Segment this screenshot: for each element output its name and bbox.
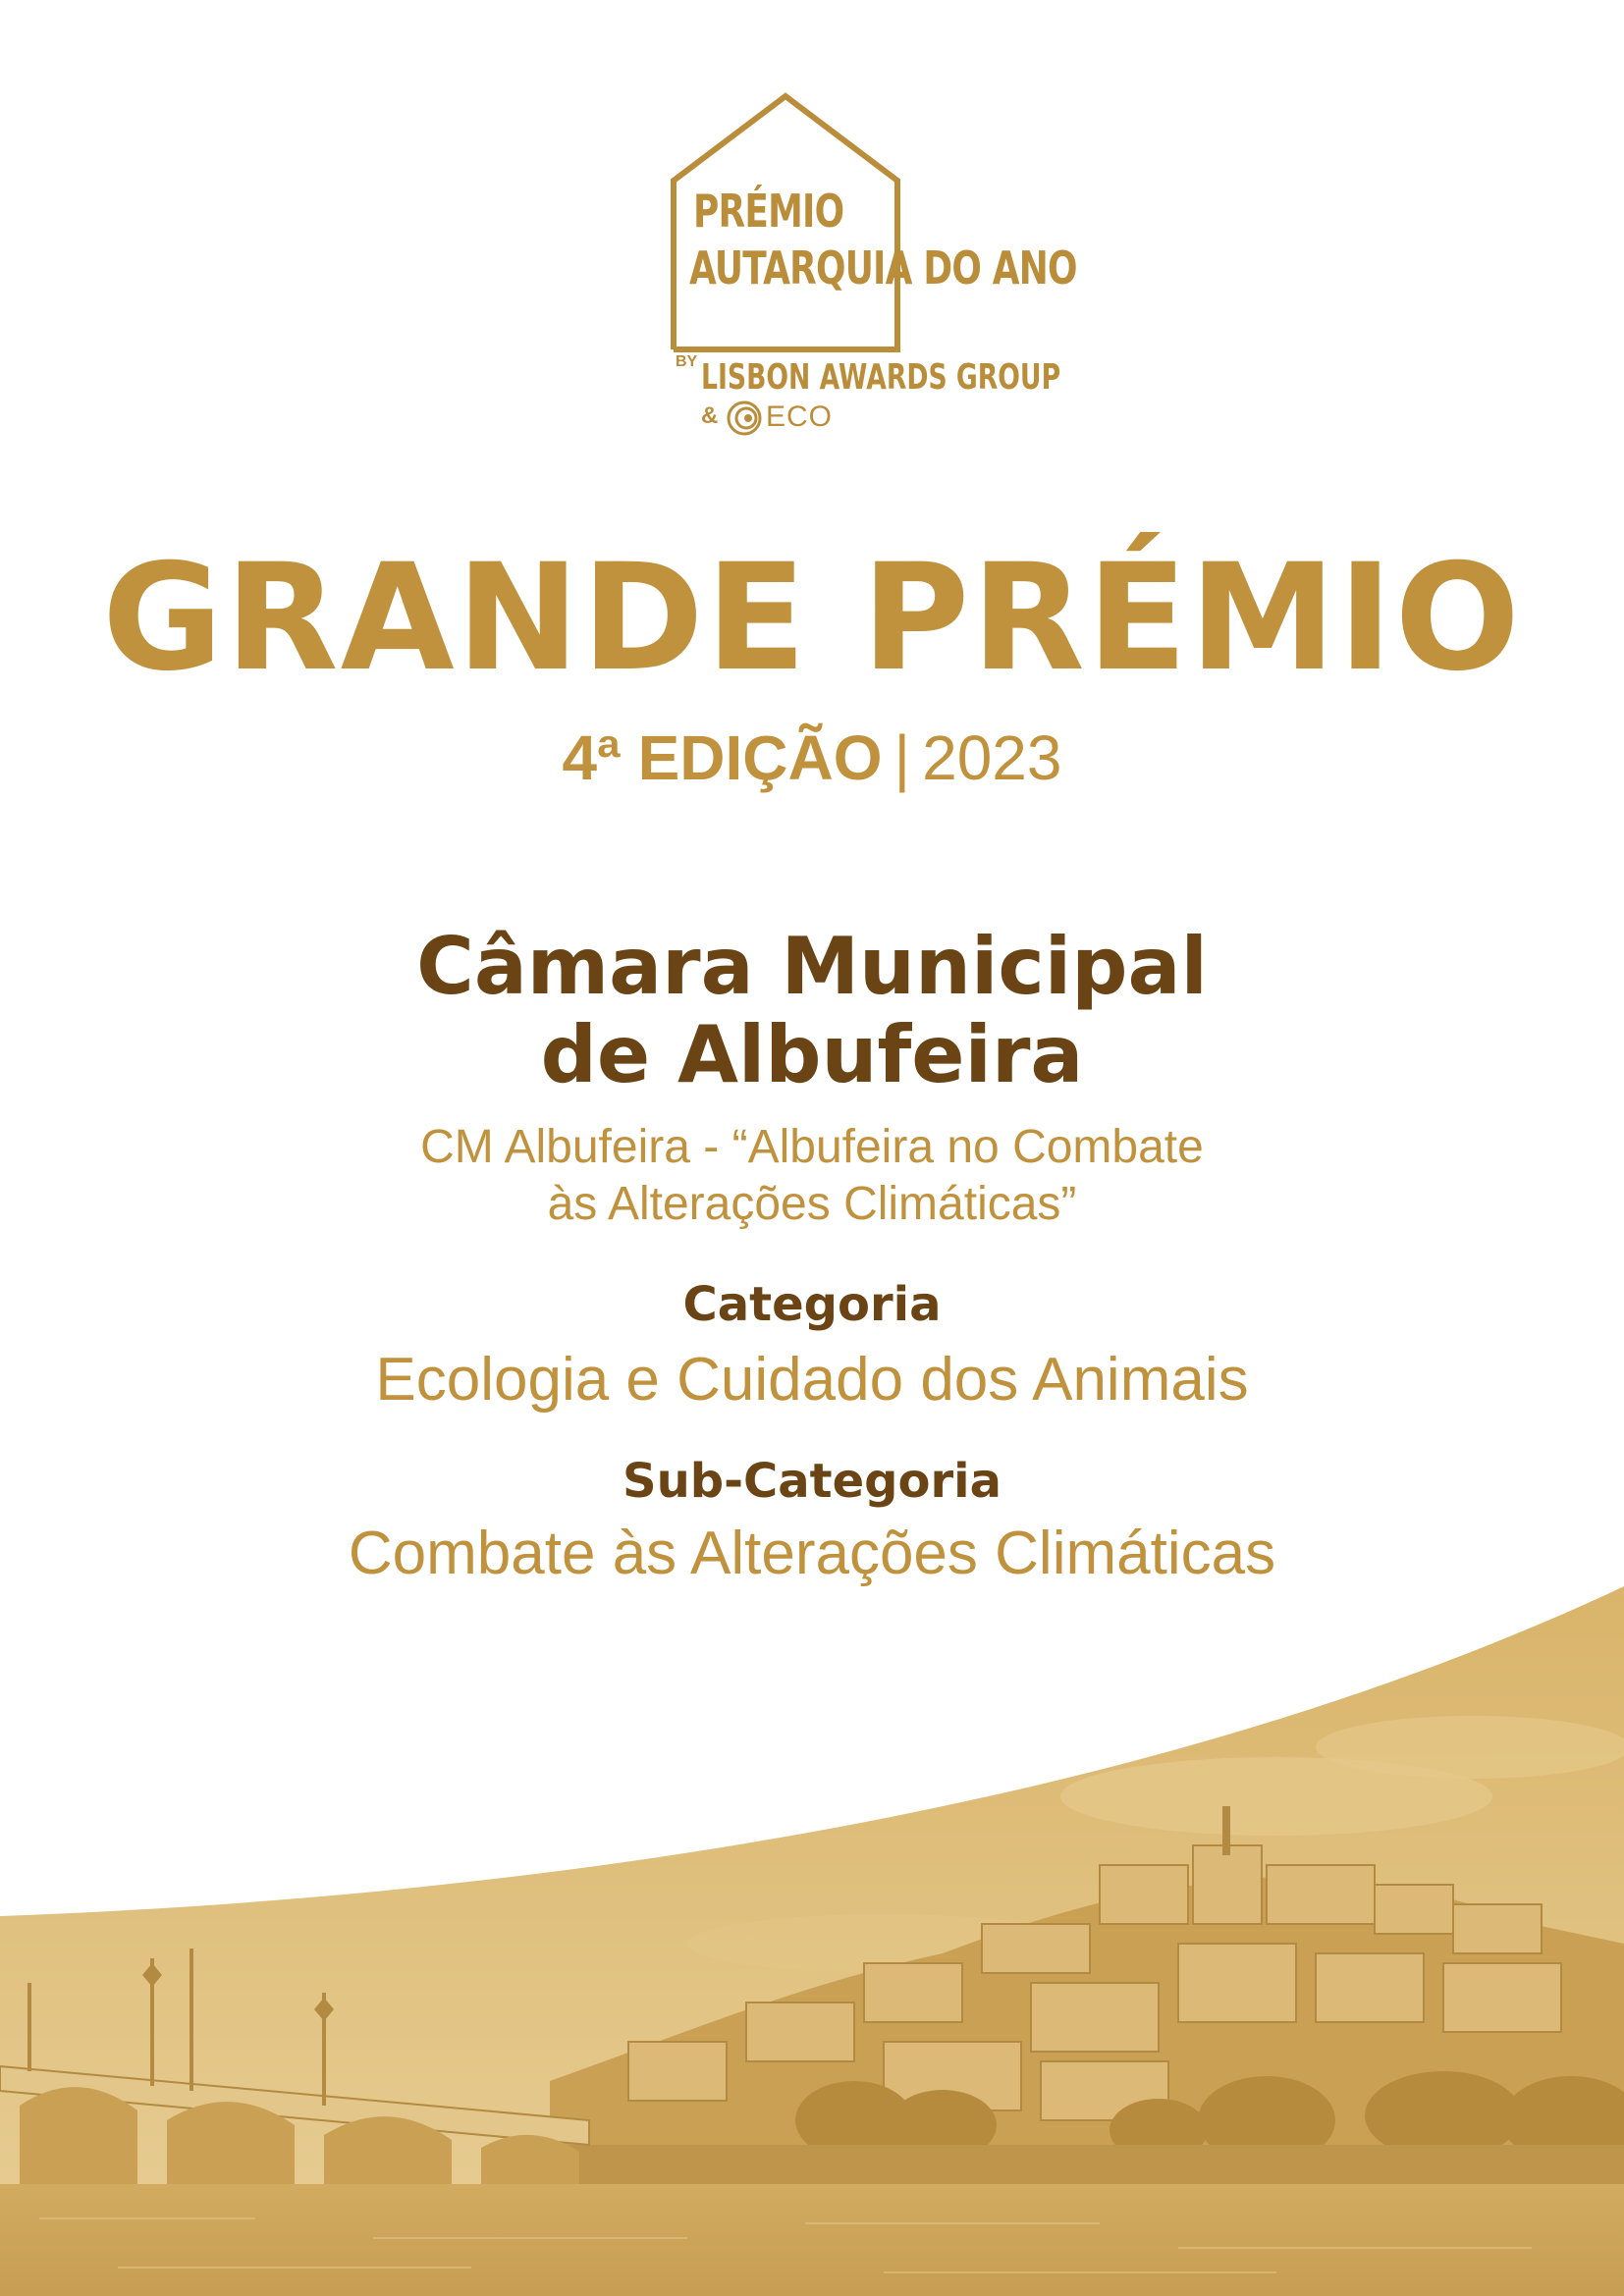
- logo-ampersand: &: [701, 402, 719, 429]
- logo-group-name: LISBON AWARDS GROUP: [701, 357, 1061, 398]
- subcategory-value: Combate às Alterações Climáticas: [348, 1520, 1276, 1587]
- edition-label: 4ª EDIÇÃO: [562, 722, 883, 793]
- project-title-line1: CM Albufeira - “Albufeira no Combate: [420, 1121, 1204, 1173]
- city-panorama-illustration: [0, 1571, 1624, 2296]
- project-title-line2: às Alterações Climáticas”: [547, 1178, 1077, 1230]
- logo-partner-eco: ECO: [766, 400, 834, 433]
- edition-line: [0, 722, 1624, 793]
- award-title: GRANDE PRÉMIO: [102, 533, 1522, 704]
- award-logo: [648, 86, 1077, 459]
- logo-by: BY: [676, 353, 698, 370]
- winner-name-line1: Câmara Municipal: [416, 921, 1208, 1012]
- eco-swirl-icon: [725, 399, 764, 438]
- winner-name-line2: de Albufeira: [540, 1009, 1084, 1100]
- edition-separator: |: [893, 722, 911, 793]
- logo-line-autarquia: AUTARQUIA DO ANO: [689, 241, 1077, 294]
- logo-line-premio: PRÉMIO: [693, 185, 844, 238]
- project-title: [0, 1119, 1624, 1233]
- category-label: Categoria: [682, 1277, 942, 1332]
- winner-name: [0, 923, 1624, 1099]
- edition-year: 2023: [922, 722, 1062, 793]
- subcategory-label: Sub-Categoria: [623, 1454, 1001, 1509]
- category-value: Ecologia e Cuidado dos Animais: [375, 1346, 1249, 1414]
